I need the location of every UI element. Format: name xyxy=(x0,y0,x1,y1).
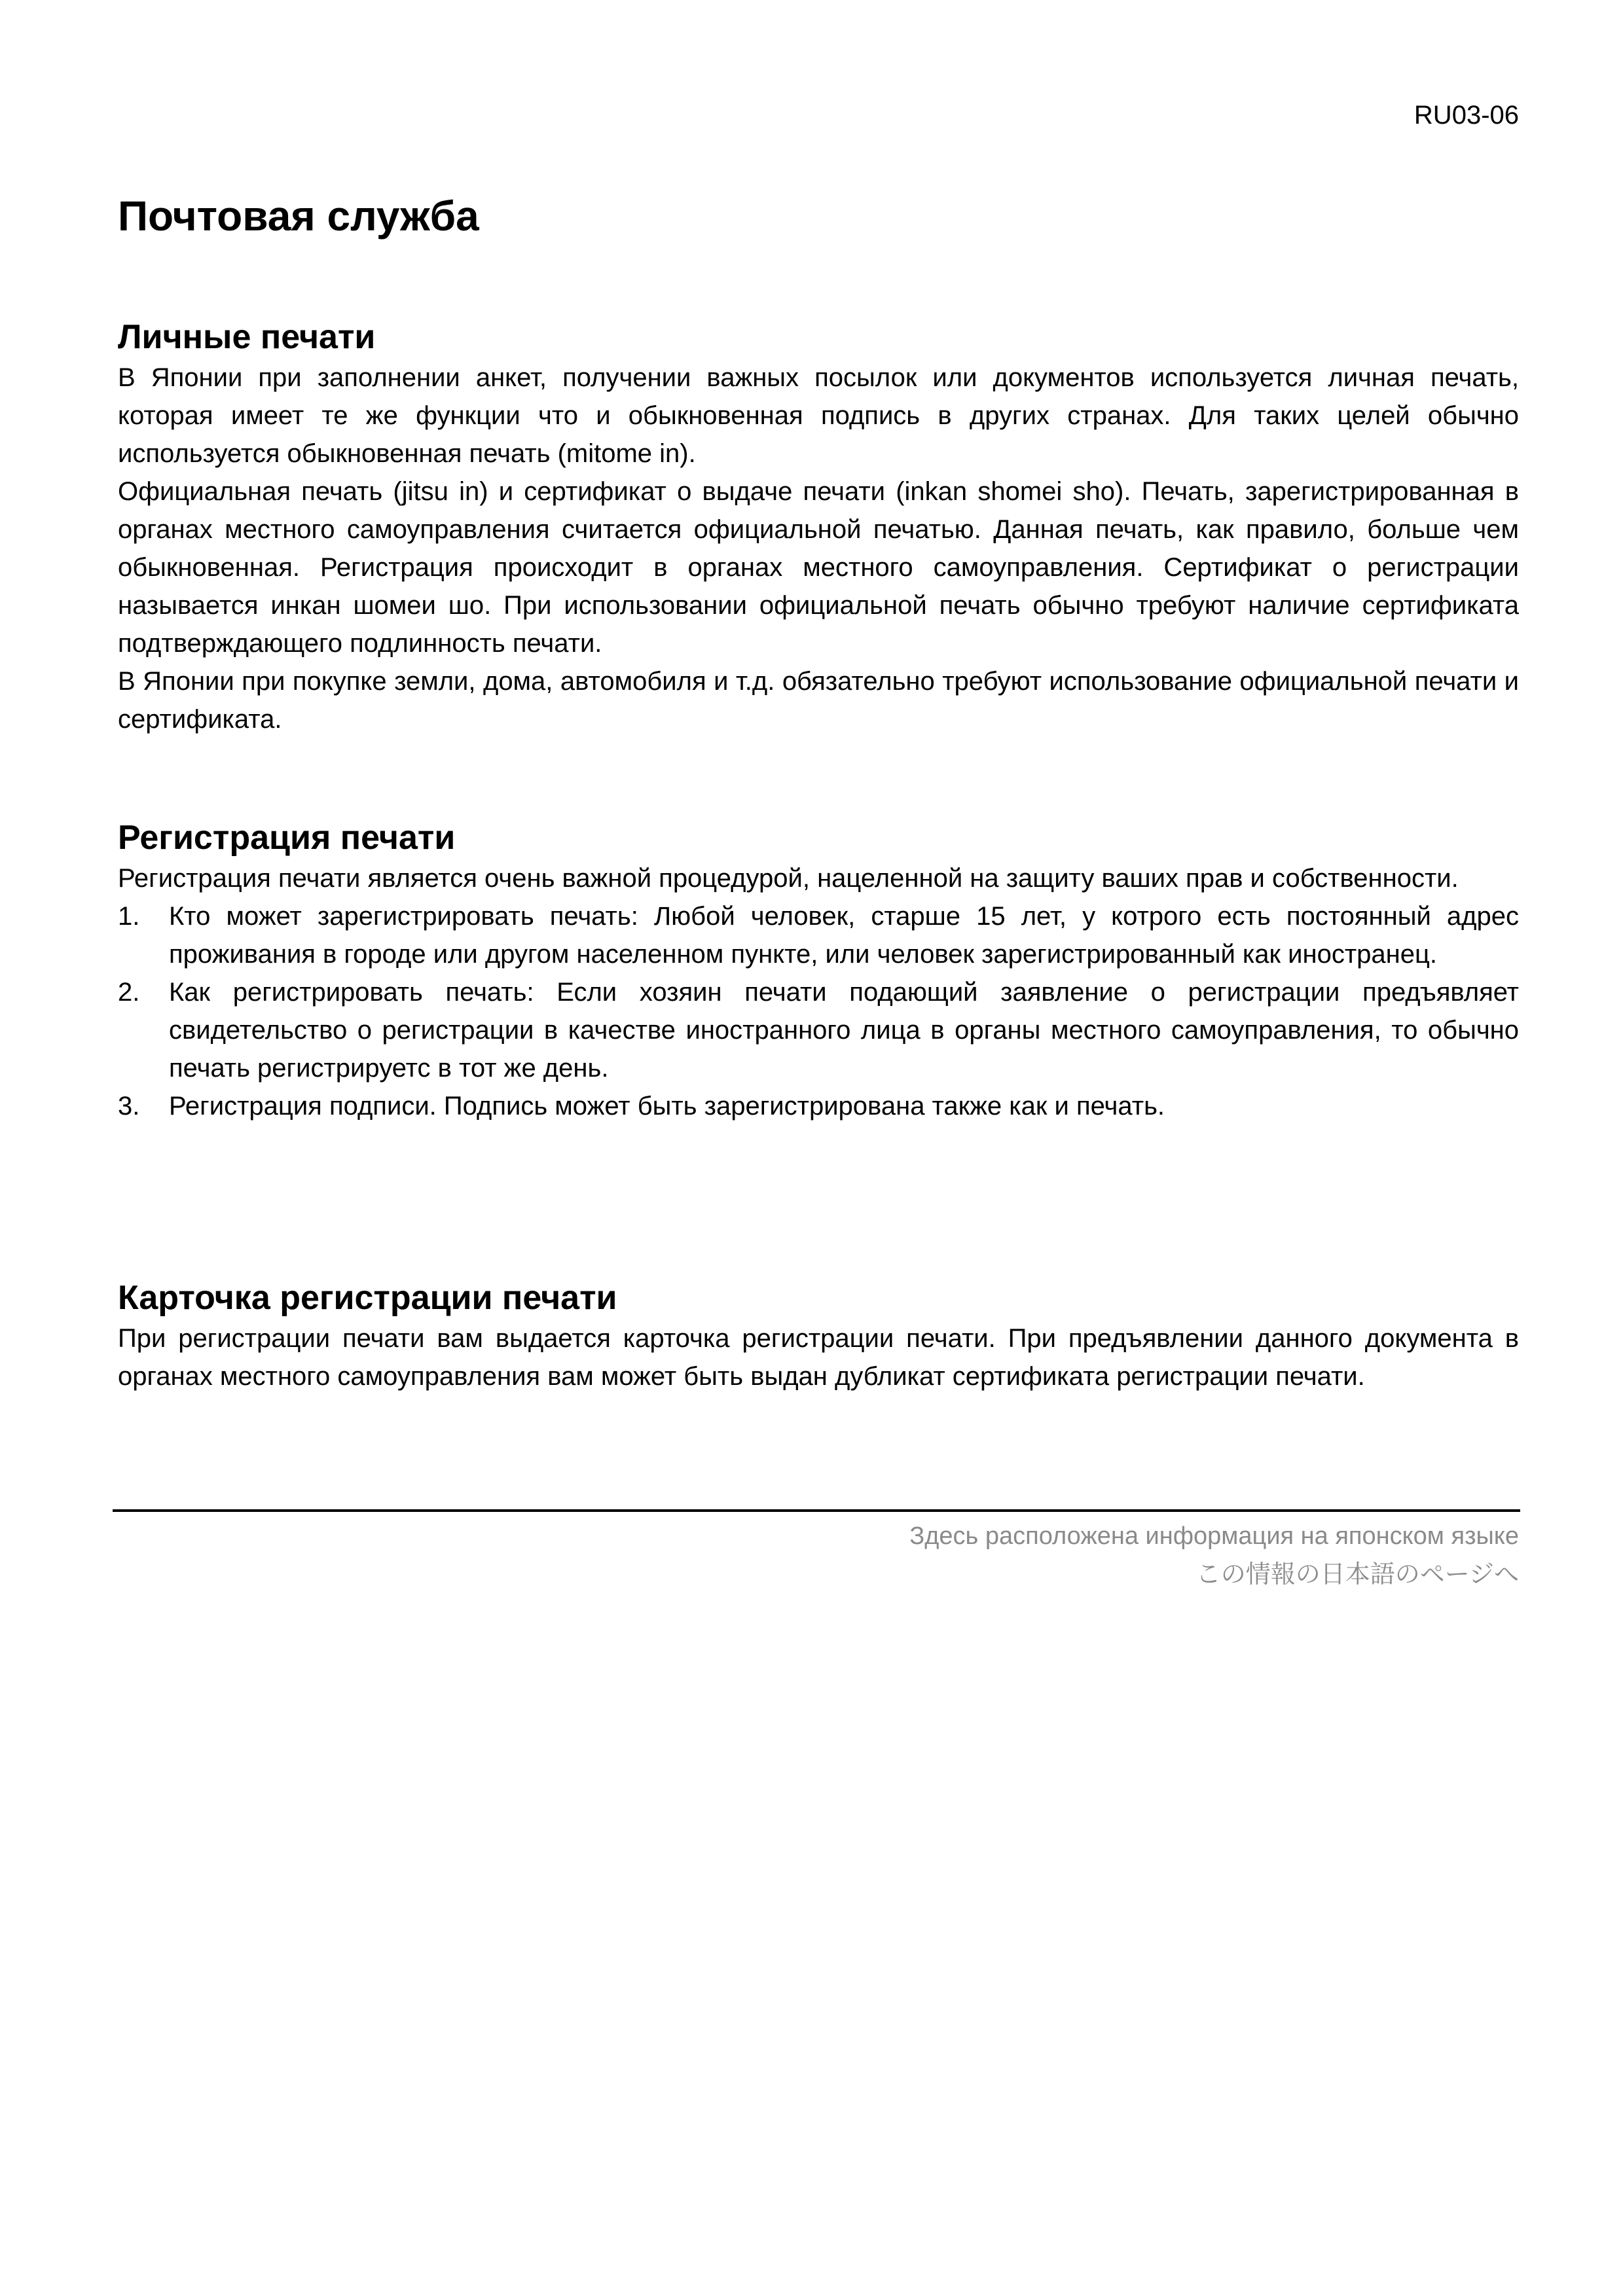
list-item-text: Как регистрировать печать: Если хозяин печати подающий заявление о регистрации предъявляет свидетельство о регистрации в качестве иностранного лица в органы местного самоуправления, то обычно печать регистрируетс в тот же день. xyxy=(169,978,1519,1083)
numbered-list xyxy=(118,897,1519,1125)
list-item xyxy=(118,1087,1519,1125)
japanese-page-link[interactable]: この情報の日本語のページへ xyxy=(1195,1560,1519,1588)
section-heading: Регистрация печати xyxy=(118,819,456,857)
list-item-number: 3. xyxy=(118,1092,140,1121)
list-item-number: 2. xyxy=(118,978,140,1007)
document-code: RU03-06 xyxy=(1413,101,1519,130)
list-item-text: Регистрация подписи. Подпись может быть зарегистрирована также как и печать. xyxy=(169,1092,1165,1121)
footer-divider xyxy=(113,1509,1520,1512)
japanese-info-link-ru[interactable]: Здесь расположена информация на японском языке xyxy=(909,1522,1519,1550)
paragraph: В Японии при покупке земли, дома, автомобиля и т.д. обязательно требуют использование официальной печати и сертификата. xyxy=(118,667,1519,734)
section-personal-seals xyxy=(118,315,1519,738)
section-seal-registration xyxy=(118,816,1519,1125)
section-heading: Личные печати xyxy=(118,318,376,356)
list-item-number: 1. xyxy=(118,902,140,931)
paragraph: В Японии при заполнении анкет, получении важных посылок или документов используется личная печать, которая имеет те же функции что и обыкновенная подпись в других странах. Для таких целей обычно используется обыкновенная печать (mitome in). xyxy=(118,363,1519,468)
paragraph: При регистрации печати вам выдается карточка регистрации печати. При предъявлении данного документа в органах местного самоуправления вам может быть выдан дубликат сертификата регистрации печати. xyxy=(118,1324,1519,1391)
list-item-text: Кто может зарегистрировать печать: Любой человек, старше 15 лет, у котрого есть постоянный адрес проживания в городе или другом населенном пункте, или человек зарегистрированный как иностранец. xyxy=(169,902,1519,969)
section-heading: Карточка регистрации печати xyxy=(118,1279,617,1317)
paragraph: Официальная печать (jitsu in) и сертификат о выдаче печати (inkan shomei sho). Печать, зарегистрированная в органах местного самоуправления считается официальной печатью. Данная печать, как правило, больше чем обыкновенная. Регистрация происходит в органах местного самоуправления. Сертификат о регистрации называется инкан шомеи шо. При использовании официальной печать обычно требуют наличие сертификата подтверждающего подлинность печати. xyxy=(118,477,1519,658)
section-seal-registration-card xyxy=(118,1276,1519,1395)
list-item xyxy=(118,897,1519,973)
list-item xyxy=(118,973,1519,1087)
page-title: Почтовая служба xyxy=(118,192,479,240)
paragraph: Регистрация печати является очень важной процедурой, нацеленной на защиту ваших прав и собственности. xyxy=(118,864,1459,893)
